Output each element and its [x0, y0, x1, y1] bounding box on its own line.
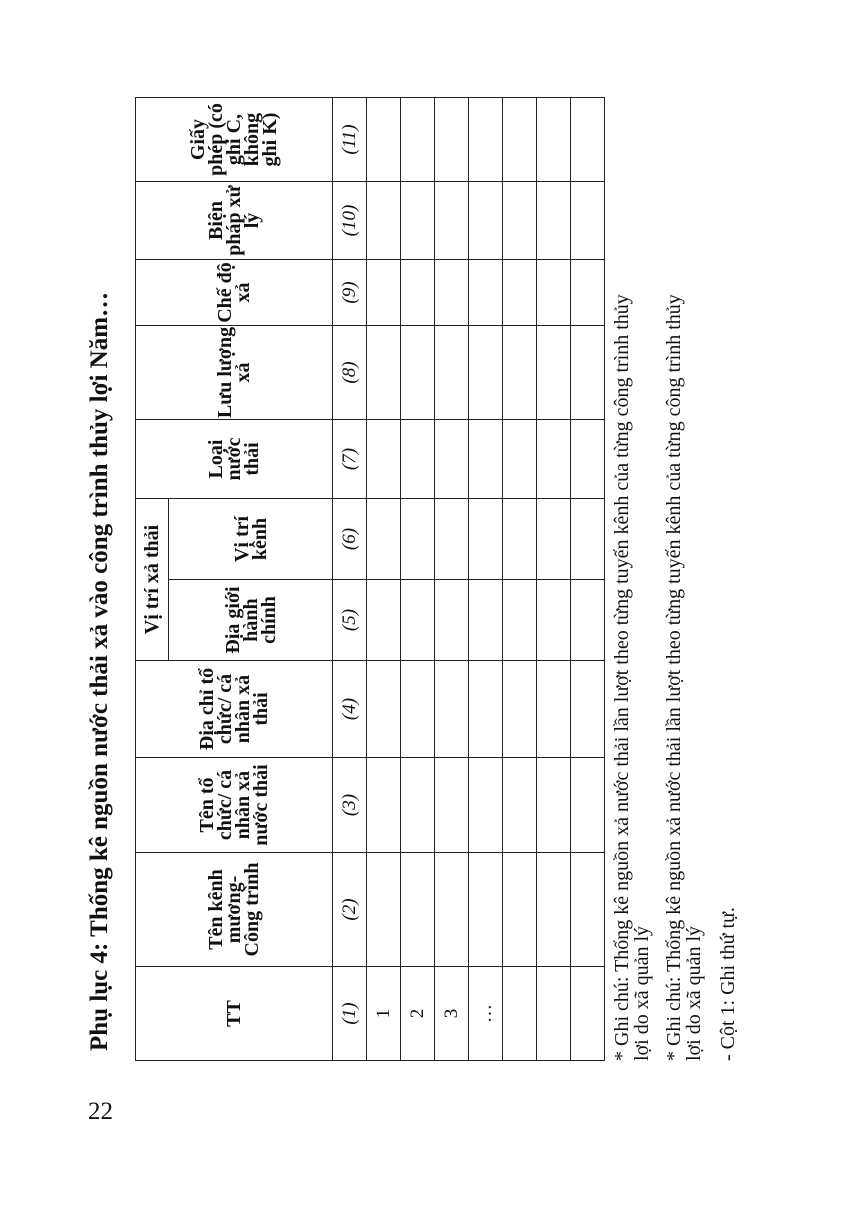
table-cell — [571, 326, 605, 420]
table-cell — [469, 580, 503, 661]
table-row — [435, 98, 469, 1061]
column-number: (2) — [333, 853, 367, 967]
table-cell — [503, 580, 537, 661]
table-cell — [401, 182, 435, 260]
table-cell — [571, 420, 605, 499]
note-1-line-2: lợi do xã quản lý — [631, 926, 653, 1061]
column-number: (3) — [333, 758, 367, 853]
header-tt: TT — [136, 967, 333, 1061]
table-cell — [571, 182, 605, 260]
column-number: (10) — [333, 182, 367, 260]
row-index — [571, 967, 605, 1061]
table-cell — [537, 98, 571, 182]
header-vi-tri-xa-thai: Vị trí xả thải — [136, 499, 169, 661]
table-cell — [435, 260, 469, 326]
table-cell — [503, 182, 537, 260]
table-cell — [571, 499, 605, 580]
header-ten-to-chuc: Tên tổ chức/ cá nhân xả nước thải — [136, 758, 333, 853]
table-cell — [537, 499, 571, 580]
column-number: (4) — [333, 661, 367, 758]
table-cell — [435, 661, 469, 758]
table-cell — [537, 260, 571, 326]
table-row — [367, 98, 401, 1061]
wastewater-statistics-table — [135, 97, 605, 1061]
table-row — [469, 98, 503, 1061]
header-che-do: Chế độ xả — [136, 260, 333, 326]
table-cell — [537, 853, 571, 967]
header-vi-tri-kenh: Vị trí kênh — [169, 499, 333, 580]
table-cell — [435, 758, 469, 853]
table-cell — [503, 758, 537, 853]
column-number: (9) — [333, 260, 367, 326]
header-ten-kenh: Tên kênh mương- Công trình — [136, 853, 333, 967]
header-luu-luong: Lưu lượng xả — [136, 326, 333, 420]
table-cell — [367, 580, 401, 661]
table-cell — [571, 98, 605, 182]
table-cell — [469, 661, 503, 758]
note-2-line-2: lợi do xã quản lý — [683, 926, 705, 1061]
table-cell — [503, 420, 537, 499]
table-cell — [469, 420, 503, 499]
table-cell — [503, 260, 537, 326]
table-cell — [367, 420, 401, 499]
table-cell — [537, 420, 571, 499]
header-row-top — [136, 98, 169, 1061]
column-number: (8) — [333, 326, 367, 420]
table-cell — [469, 758, 503, 853]
table-cell — [571, 580, 605, 661]
table-cell — [469, 98, 503, 182]
table-cell — [367, 182, 401, 260]
table-cell — [435, 580, 469, 661]
row-index: 2 — [401, 967, 435, 1061]
table-cell — [469, 853, 503, 967]
table-cell — [367, 661, 401, 758]
header-dia-gioi: Địa giới hành chính — [169, 580, 333, 661]
table-cell — [401, 98, 435, 182]
table-row — [537, 98, 571, 1061]
row-index — [537, 967, 571, 1061]
table-row — [401, 98, 435, 1061]
table-cell — [435, 326, 469, 420]
column-number: (6) — [333, 499, 367, 580]
column-number: (7) — [333, 420, 367, 499]
table-cell — [469, 499, 503, 580]
table-cell — [367, 260, 401, 326]
table-cell — [503, 853, 537, 967]
column-number: (5) — [333, 580, 367, 661]
header-bien-phap: Biện pháp xử lý — [136, 182, 333, 260]
table-cell — [401, 420, 435, 499]
table-cell — [367, 758, 401, 853]
table-cell — [435, 499, 469, 580]
table-cell — [537, 182, 571, 260]
table-cell — [571, 853, 605, 967]
table-cell — [503, 326, 537, 420]
column-number: (11) — [333, 98, 367, 182]
header-dia-chi: Địa chỉ tổ chức/ cá nhân xả thải — [136, 661, 333, 758]
table-cell — [469, 326, 503, 420]
table-cell — [401, 326, 435, 420]
table-cell — [401, 661, 435, 758]
page-number: 22 — [88, 1098, 113, 1125]
row-index — [503, 967, 537, 1061]
table-cell — [401, 580, 435, 661]
table-cell — [537, 758, 571, 853]
table-cell — [401, 758, 435, 853]
note-2-line-1: * Ghi chú: Thống kê nguồn xả nước thải lần lượt theo từng tuyến kênh của từng công trình thủy — [663, 294, 685, 1061]
row-index: 3 — [435, 967, 469, 1061]
table-cell — [503, 661, 537, 758]
table-cell — [469, 260, 503, 326]
table-cell — [435, 853, 469, 967]
table-cell — [469, 182, 503, 260]
table-cell — [537, 580, 571, 661]
table-cell — [401, 499, 435, 580]
table-cell — [571, 758, 605, 853]
document-title: Phụ lục 4: Thống kê nguồn nước thải xả vào công trình thủy lợi Năm… — [86, 291, 113, 1051]
table-cell — [435, 420, 469, 499]
note-3: - Cột 1: Ghi thứ tự. — [717, 907, 739, 1061]
row-index: 1 — [367, 967, 401, 1061]
table-cell — [537, 661, 571, 758]
table-cell — [401, 853, 435, 967]
table-cell — [571, 661, 605, 758]
row-index: … — [469, 967, 503, 1061]
table-row — [571, 98, 605, 1061]
table-cell — [571, 260, 605, 326]
table-cell — [503, 98, 537, 182]
table-cell — [537, 326, 571, 420]
header-giay-phep: Giấy phép (có ghi C, không ghi K) — [136, 98, 333, 182]
table-cell — [503, 499, 537, 580]
note-1-line-1: * Ghi chú: Thống kê nguồn xả nước thải lần lượt theo từng tuyến kênh của từng công trình thủy — [611, 294, 633, 1061]
table-row — [503, 98, 537, 1061]
column-number-row — [333, 98, 367, 1061]
header-loai-nuoc: Loại nước thải — [136, 420, 333, 499]
table-cell — [435, 98, 469, 182]
column-number: (1) — [333, 967, 367, 1061]
table-cell — [367, 499, 401, 580]
table-cell — [367, 326, 401, 420]
table-cell — [367, 853, 401, 967]
table-cell — [401, 260, 435, 326]
table-cell — [367, 98, 401, 182]
table-cell — [435, 182, 469, 260]
